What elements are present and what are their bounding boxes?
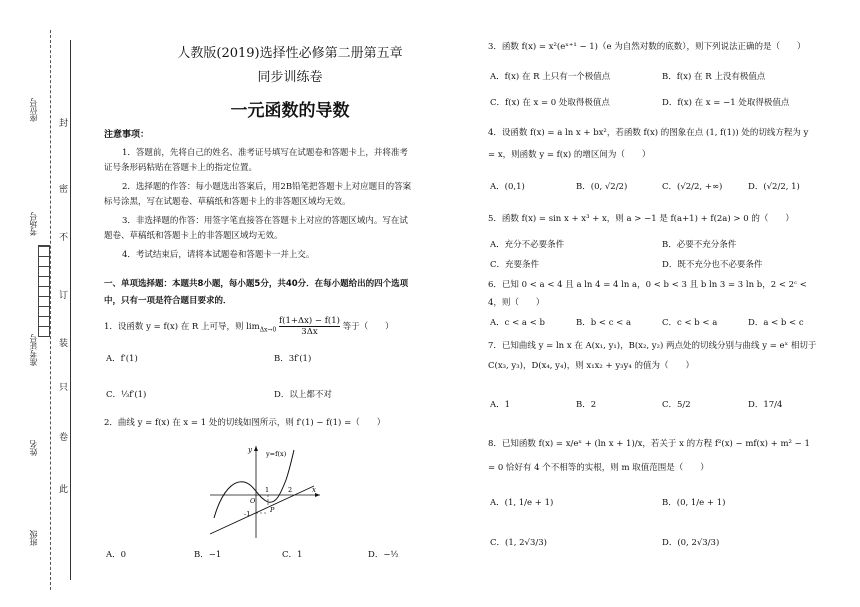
graph-label-origin: O bbox=[250, 497, 256, 505]
q2-option-c[interactable]: C．1 bbox=[282, 550, 303, 560]
q6-option-d[interactable]: D．a < b < c bbox=[748, 318, 804, 328]
notice-item: 2．选择题的作答：每小题选出答案后，用2B铅笔把答题卡上对应题目的答案标号涂黑，写在试题卷、草稿纸和答题卡上的非答题区域均无效。 bbox=[104, 182, 412, 207]
notice-item: 4．考试结束后，请将本试题卷和答题卡一并上交。 bbox=[122, 250, 315, 260]
q2-option-b[interactable]: B．−1 bbox=[194, 550, 222, 560]
q6-option-a[interactable]: A．c < a < b bbox=[490, 318, 545, 328]
question-4-stem: 4．设函数 f(x) = a ln x + bx²，若函数 f(x) 的图象在点 (1, f(1)) 处的切线方程为 y = x，则函数 y = f(x) 的增区间为（ ） bbox=[488, 128, 809, 160]
q2-option-d[interactable]: D．−½ bbox=[368, 550, 399, 560]
name-label: 姓名 bbox=[29, 440, 38, 456]
question-8-stem: 8．已知函数 f(x) = x/eˣ + (ln x + 1)/x，若关于 x 的方程 f²(x) − mf(x) + m² − 1 = 0 恰好有 4 个不相等的实根，则 m 取值范围是（ ） bbox=[488, 439, 810, 473]
q6-option-b[interactable]: B．b < c < a bbox=[576, 318, 632, 328]
graph-label-one: 1 bbox=[265, 486, 270, 494]
q8-option-a[interactable]: A．(1, 1/e + 1) bbox=[490, 498, 554, 508]
exam-main-title: 一元函数的导数 bbox=[230, 101, 350, 121]
q1-option-a[interactable]: A．f′(1) bbox=[106, 354, 138, 364]
notice-heading: 注意事项： bbox=[104, 130, 150, 140]
q3-option-a[interactable]: A．f(x) 在 R 上只有一个极值点 bbox=[490, 72, 611, 82]
graph-label-two: 2 bbox=[288, 486, 293, 494]
graph-label-x: x bbox=[312, 486, 316, 494]
graph-label-y: y bbox=[248, 446, 252, 454]
tangent-graph bbox=[208, 440, 326, 540]
exam-title-line2: 同步训练卷 bbox=[257, 70, 323, 85]
seal-char: 卷 bbox=[57, 432, 67, 441]
q2-option-a[interactable]: A．0 bbox=[106, 550, 127, 560]
q1-stem-part: 1．设函数 y = f(x) 在 R 上可导，则 lim bbox=[104, 322, 260, 332]
graph-label-p: P bbox=[270, 506, 275, 514]
admission-number-boxes[interactable] bbox=[38, 245, 50, 337]
q1-option-b[interactable]: B．3f′(1) bbox=[274, 354, 312, 364]
question-7-stem: 7．已知曲线 y = ln x 在 A(x₁, y₁)，B(x₂, y₂) 两点处的切线分别与曲线 y = eˣ 相切于 C(x₃, y₃)，D(x₄, y₄)，则 x₁x₂ + y₃y₄ 的值为（ ） bbox=[488, 341, 817, 371]
seal-char: 不 bbox=[57, 232, 67, 241]
section-heading: 一、单项选择题：本题共8小题，每小题5分，共40分．在每小题给出的四个选项中，只有一项是符合题目要求的． bbox=[104, 279, 409, 306]
q7-option-b[interactable]: B．2 bbox=[576, 400, 597, 410]
q6-option-c[interactable]: C．c < b < a bbox=[662, 318, 718, 328]
q4-option-d[interactable]: D．(√2/2, 1) bbox=[748, 182, 800, 192]
graph-tangent-line bbox=[210, 486, 314, 534]
graph-curve bbox=[214, 450, 294, 518]
seal-char: 密 bbox=[57, 184, 67, 193]
q5-option-d[interactable]: D．既不充分也不必要条件 bbox=[662, 260, 763, 270]
q8-option-d[interactable]: D．(0, 2√3/3) bbox=[662, 538, 720, 548]
seal-char: 封 bbox=[57, 118, 67, 127]
q1-frac-den: 3Δx bbox=[301, 327, 318, 337]
seal-char: 此 bbox=[57, 484, 67, 493]
q5-option-c[interactable]: C．充要条件 bbox=[490, 260, 540, 270]
question-1-stem bbox=[104, 316, 416, 338]
q8-option-c[interactable]: C．(1, 2√3/3) bbox=[490, 538, 547, 548]
q1-option-c[interactable]: C．⅓f′(1) bbox=[106, 390, 147, 400]
q3-option-c[interactable]: C．f(x) 在 x = 0 处取得极值点 bbox=[490, 98, 610, 108]
q5-option-b[interactable]: B．必要不充分条件 bbox=[662, 240, 737, 250]
notice-item: 3．非选择题的作答：用签字笔直接答在答题卡上对应的答题区域内。写在试题卷、草稿纸和答题卡上的非答题区域均无效。 bbox=[104, 216, 408, 241]
q1-limit-sub: Δx→0 bbox=[259, 326, 277, 334]
exam-room-label: 考场号 bbox=[29, 212, 38, 236]
q1-fraction bbox=[279, 316, 340, 337]
class-label: 班级 bbox=[29, 530, 38, 546]
graph-label-curve: y=f(x) bbox=[266, 450, 287, 458]
question-2-stem: 2．曲线 y = f(x) 在 x = 1 处的切线如图所示，则 f′(1) − f(1) =（ ） bbox=[104, 418, 386, 428]
q1-frac-num: f(1+Δx) − f(1) bbox=[278, 316, 340, 326]
question-3-stem: 3．函数 f(x) = x²(eˣ⁺¹ − 1)（e 为自然对数的底数），则下列说法正确的是（ ） bbox=[488, 42, 806, 52]
seal-char: 只 bbox=[57, 382, 67, 391]
binding-line bbox=[70, 40, 71, 580]
seal-char: 订 bbox=[57, 290, 67, 299]
exam-title-line1: 人教版(2019)选择性必修第二册第五章 bbox=[177, 46, 403, 61]
question-5-stem: 5．函数 f(x) = sin x + x³ + x，则 a > −1 是 f(a+1) + f(2a) > 0 的（ ） bbox=[488, 214, 794, 224]
seal-dashed-line bbox=[50, 30, 51, 590]
notice-item: 1．答题前，先将自己的姓名、准考证号填写在试题卷和答题卡上，并将准考证号条形码粘贴在答题卡上的指定位置。 bbox=[104, 148, 408, 173]
q1-option-d[interactable]: D．以上都不对 bbox=[274, 390, 332, 400]
q3-option-b[interactable]: B．f(x) 在 R 上没有极值点 bbox=[662, 72, 766, 82]
q4-option-c[interactable]: C．(√2/2, +∞) bbox=[662, 182, 723, 192]
q4-option-a[interactable]: A．(0,1) bbox=[490, 182, 525, 192]
graph-y-arrow bbox=[254, 446, 258, 451]
q8-option-b[interactable]: B．(0, 1/e + 1) bbox=[662, 498, 726, 508]
question-6-stem: 6．已知 0 < a < 4 且 a ln 4 = 4 ln a，0 < b < 3 且 b ln 3 = 3 ln b，2 < 2ᶜ < 4，则（ ） bbox=[488, 280, 807, 308]
admission-number-label: 准考证号 bbox=[29, 334, 38, 366]
q7-option-a[interactable]: A．1 bbox=[490, 400, 511, 410]
q7-option-d[interactable]: D．17/4 bbox=[748, 400, 783, 410]
q1-stem-tail: 等于（ ） bbox=[342, 322, 394, 332]
q7-option-c[interactable]: C．5/2 bbox=[662, 400, 691, 410]
q3-option-d[interactable]: D．f(x) 在 x = −1 处取得极值点 bbox=[662, 98, 790, 108]
seal-char: 装 bbox=[57, 338, 67, 347]
q4-option-b[interactable]: B．(0, √2/2) bbox=[576, 182, 628, 192]
graph-label-neg1: -1 bbox=[244, 510, 251, 518]
q5-option-a[interactable]: A．充分不必要条件 bbox=[490, 240, 565, 250]
seat-number-label: 座位号 bbox=[29, 98, 38, 122]
